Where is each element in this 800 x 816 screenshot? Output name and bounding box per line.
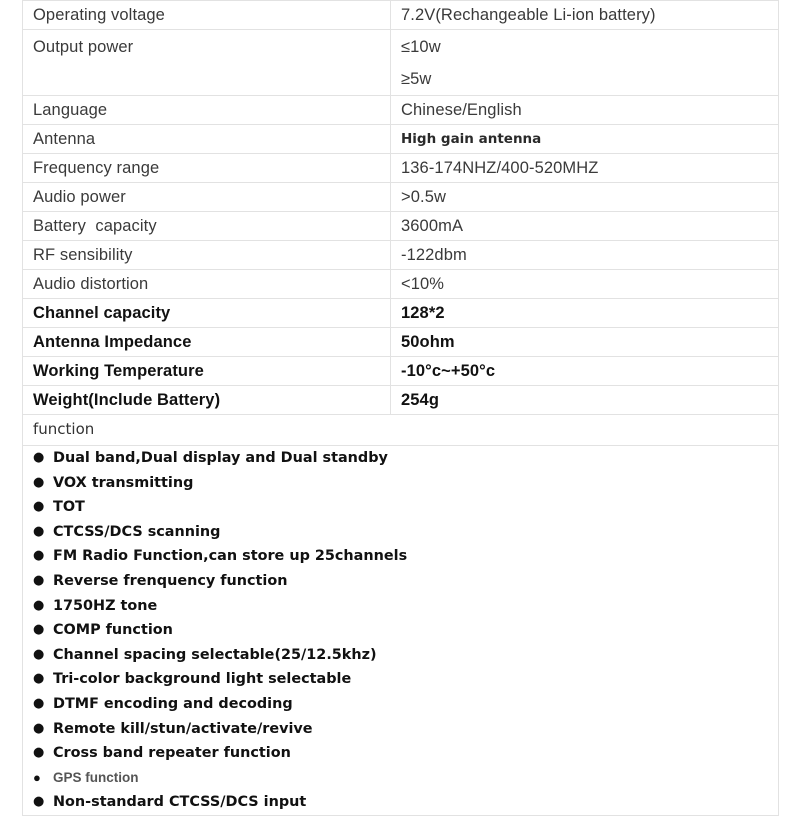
bullet-icon: ● — [33, 671, 45, 687]
feature-text: Dual band,Dual display and Dual standby — [53, 450, 388, 466]
spec-value: -122dbm — [401, 245, 467, 264]
feature-list-item — [33, 569, 778, 594]
spec-row — [23, 299, 779, 328]
spec-label: Operating voltage — [33, 5, 165, 24]
bullet-icon: ● — [33, 499, 45, 515]
spec-row — [23, 357, 779, 386]
spec-label: Battery capacity — [33, 216, 157, 235]
function-label: function — [33, 420, 95, 438]
feature-list-item — [33, 520, 778, 545]
bullet-icon: ● — [33, 474, 45, 490]
spec-label-cell — [23, 357, 391, 386]
function-header-row — [23, 415, 779, 446]
bullet-icon: ● — [33, 572, 45, 588]
feature-list-item — [33, 544, 778, 569]
spec-label: Weight(Include Battery) — [33, 390, 221, 409]
bullet-icon: ● — [33, 745, 45, 761]
spec-value-cell — [391, 96, 779, 125]
spec-row — [23, 1, 779, 30]
bullet-icon: ● — [33, 720, 45, 736]
spec-row — [23, 241, 779, 270]
feature-list-item — [33, 790, 778, 815]
feature-text: Channel spacing selectable(25/12.5khz) — [53, 646, 377, 663]
spec-label-cell — [23, 270, 391, 299]
spec-label-cell — [23, 30, 391, 96]
features-row — [23, 446, 779, 816]
feature-text: DTMF encoding and decoding — [53, 695, 293, 712]
spec-row — [23, 183, 779, 212]
feature-text: Cross band repeater function — [53, 745, 291, 762]
spec-value: -10°c~+50°c — [401, 361, 496, 380]
spec-label: Channel capacity — [33, 303, 171, 322]
spec-label: Language — [33, 100, 108, 119]
spec-label-cell — [23, 125, 391, 154]
specification-table-container — [22, 0, 778, 816]
spec-value-cell — [391, 357, 779, 386]
spec-row — [23, 30, 779, 96]
function-header-cell — [23, 415, 779, 446]
spec-value: 254g — [401, 390, 440, 409]
bullet-icon: ● — [33, 597, 45, 613]
spec-value: 50ohm — [401, 332, 455, 351]
feature-list-item — [33, 667, 778, 692]
spec-label: Antenna Impedance — [33, 332, 192, 351]
feature-text: Non-standard CTCSS/DCS input — [53, 794, 307, 811]
spec-value-cell — [391, 299, 779, 328]
feature-text: Remote kill/stun/activate/revive — [53, 720, 313, 737]
feature-text: Reverse frenquency function — [53, 572, 288, 589]
spec-label: Audio power — [33, 187, 126, 206]
spec-value: 136-174NHZ/400-520MHZ — [401, 158, 599, 177]
spec-value: 7.2V(Rechangeable Li-ion battery) — [401, 5, 656, 24]
spec-label-cell — [23, 241, 391, 270]
feature-list-item — [33, 766, 778, 791]
spec-label: Antenna — [33, 129, 96, 148]
spec-label: Audio distortion — [33, 274, 149, 293]
spec-label-cell — [23, 1, 391, 30]
feature-list-item — [33, 471, 778, 496]
spec-value-cell — [391, 270, 779, 299]
feature-text: Tri-color background light selectable — [53, 671, 352, 688]
feature-text: VOX transmitting — [53, 474, 194, 491]
spec-row — [23, 270, 779, 299]
spec-label-cell — [23, 328, 391, 357]
spec-row — [23, 96, 779, 125]
spec-value-cell — [391, 241, 779, 270]
spec-value-cell — [391, 212, 779, 241]
feature-list-item — [33, 741, 778, 766]
specification-table-body — [23, 1, 779, 816]
spec-value: ≤10w — [401, 38, 441, 56]
spec-value-cell — [391, 30, 779, 96]
spec-label-cell — [23, 154, 391, 183]
spec-value: <10% — [401, 274, 445, 293]
spec-row — [23, 328, 779, 357]
spec-label-cell — [23, 386, 391, 415]
feature-list-item — [33, 717, 778, 742]
bullet-icon: ● — [33, 769, 41, 785]
feature-text: 1750HZ tone — [53, 597, 158, 614]
spec-label: Working Temperature — [33, 361, 204, 380]
feature-list-item — [33, 643, 778, 668]
feature-list-item — [33, 594, 778, 619]
spec-label-cell — [23, 183, 391, 212]
feature-text: FM Radio Function,can store up 25channels — [53, 548, 408, 565]
spec-row — [23, 386, 779, 415]
bullet-icon: ● — [33, 548, 45, 564]
spec-label-cell — [23, 212, 391, 241]
feature-list-item — [33, 495, 778, 520]
feature-text: GPS function — [53, 769, 139, 785]
spec-label: Output power — [33, 38, 134, 56]
bullet-icon: ● — [33, 450, 45, 465]
spec-value: Chinese/English — [401, 100, 522, 119]
spec-label: RF sensibility — [33, 245, 133, 264]
spec-value: High gain antenna — [401, 130, 542, 147]
spec-label: Frequency range — [33, 158, 160, 177]
spec-value: >0.5w — [401, 187, 446, 206]
features-cell — [23, 446, 779, 816]
spec-label-cell — [23, 299, 391, 328]
feature-list — [33, 446, 778, 815]
specification-table — [22, 0, 779, 816]
spec-label-cell — [23, 96, 391, 125]
bullet-icon: ● — [33, 794, 45, 810]
feature-text: TOT — [53, 499, 85, 516]
bullet-icon: ● — [33, 622, 45, 638]
spec-value: 3600mA — [401, 216, 464, 235]
spec-value-secondary: ≥5w — [401, 69, 432, 88]
spec-value-cell — [391, 386, 779, 415]
feature-list-item — [33, 618, 778, 643]
spec-row — [23, 125, 779, 154]
spec-value-cell — [391, 125, 779, 154]
feature-list-item — [33, 446, 778, 471]
bullet-icon: ● — [33, 523, 45, 539]
spec-row — [23, 212, 779, 241]
bullet-icon: ● — [33, 695, 45, 711]
spec-value-cell — [391, 328, 779, 357]
feature-list-item — [33, 692, 778, 717]
spec-value-cell — [391, 183, 779, 212]
feature-text: COMP function — [53, 622, 173, 639]
spec-value-cell — [391, 1, 779, 30]
spec-row — [23, 154, 779, 183]
bullet-icon: ● — [33, 646, 45, 662]
spec-value: 128*2 — [401, 303, 445, 322]
feature-text: CTCSS/DCS scanning — [53, 523, 221, 540]
spec-value-cell — [391, 154, 779, 183]
